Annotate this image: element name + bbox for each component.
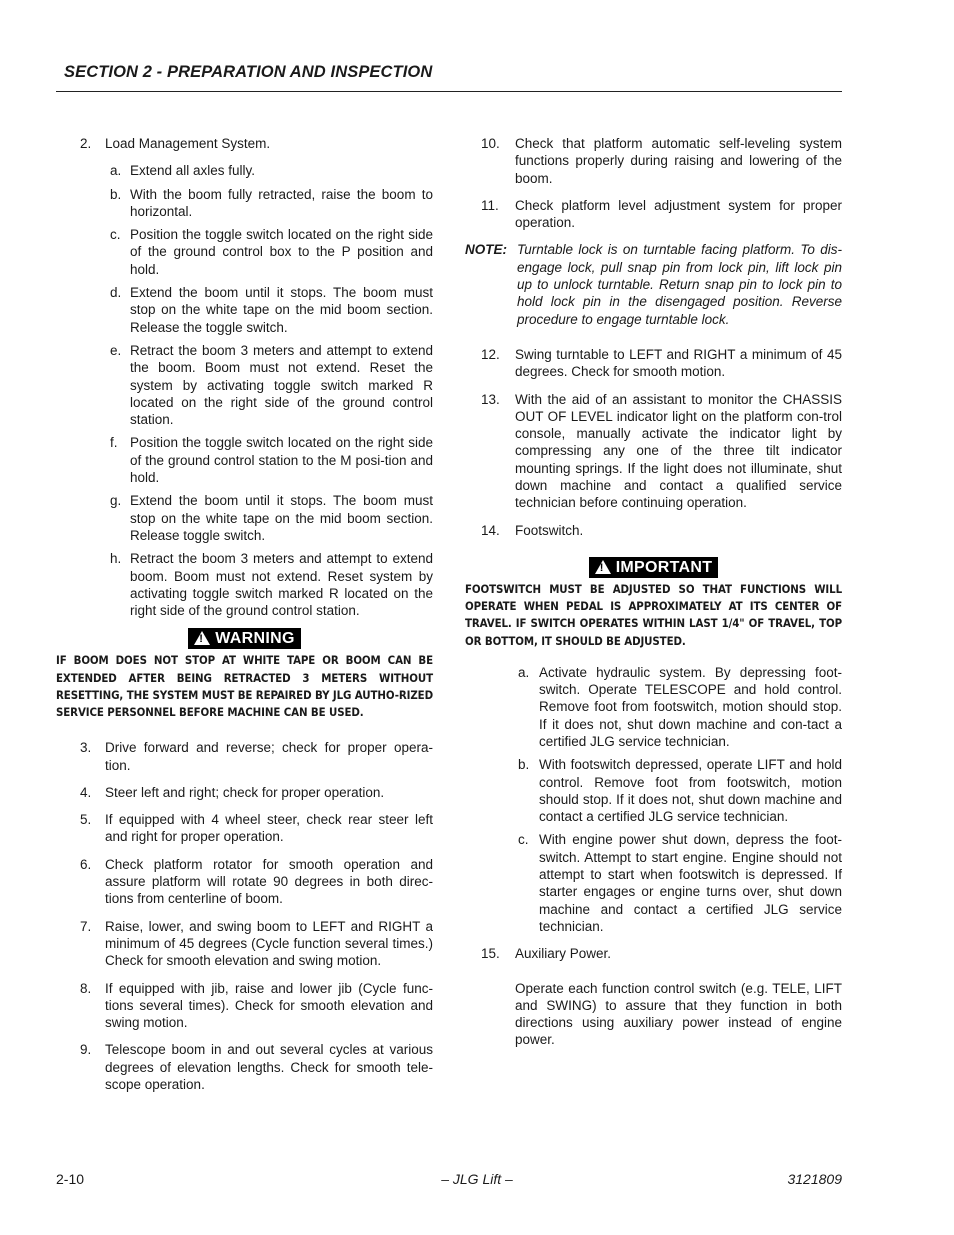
- item-number: 12.: [481, 346, 500, 362]
- item-number: 11.: [481, 197, 499, 213]
- section-title: SECTION 2 - PREPARATION AND INSPECTION: [64, 63, 433, 81]
- list-item-14: [465, 522, 842, 539]
- sub-item-letter: c.: [518, 832, 529, 848]
- sub-item-text: Extend all axles fully.: [130, 163, 256, 179]
- list-item-6: [56, 856, 433, 908]
- item-number: 5.: [80, 812, 92, 828]
- sub-item-letter: d.: [110, 285, 122, 301]
- footer-brand: – JLG Lift –: [441, 1171, 513, 1187]
- sub-item-letter: b.: [518, 757, 530, 773]
- sub-item-letter: a.: [110, 163, 122, 179]
- item-text: Check platform rotator for smooth operation and assure platform will rotate 90 degrees in both direc-tions from centerline of boom.: [105, 856, 433, 907]
- item-number: 6.: [80, 856, 92, 872]
- note-label: NOTE:: [465, 242, 507, 258]
- item-number: 14.: [481, 522, 500, 538]
- item-number: 15.: [481, 946, 500, 962]
- header-divider: [56, 91, 842, 92]
- list-item-9: [56, 1041, 433, 1093]
- sub-item-text: Retract the boom 3 meters and attempt to extend the boom. Boom must not extend. Reset the system by activating toggle switch marked R located on the right side of the ground control station.: [130, 342, 433, 428]
- warning-triangle-icon: [194, 631, 210, 645]
- sub-item-letter: c.: [110, 227, 121, 243]
- sub-item-text: Retract the boom 3 meters and attempt to extend boom. Boom must not extend. Reset system by activating toggle switch marked R located on the right side of the ground control station.: [130, 551, 433, 619]
- sub-item-letter: a.: [518, 664, 530, 680]
- sub-item-g: [56, 492, 433, 544]
- item-text: Check that platform automatic self-leveling system functions properly during raising and lowering of the boom.: [515, 136, 842, 186]
- list-item-4: [56, 784, 433, 801]
- left-column: [56, 135, 433, 1093]
- list-item-5: [56, 811, 433, 846]
- item-number: 8.: [80, 980, 92, 996]
- list-item-15: [465, 945, 842, 962]
- item-number: 3.: [80, 740, 92, 756]
- auxiliary-power-paragraph: Operate each function control switch (e.g. TELE, LIFT and SWING) to assure that they function in both directions using auxiliary power instead of engine power.: [515, 980, 842, 1048]
- warning-label-text: WARNING: [215, 630, 295, 648]
- sub-item-b: [56, 186, 433, 221]
- sub-item-letter: h.: [110, 551, 122, 567]
- important-banner: [465, 557, 842, 578]
- sub-item-14c: [465, 831, 842, 935]
- sub-item-text: With footswitch depressed, operate LIFT and hold control. Remove foot from footswitch, motion should stop. If it does not, shut down machine and contact a certified JLG service technician.: [539, 757, 842, 825]
- page-number: 2-10: [56, 1171, 85, 1187]
- sub-item-e: [56, 342, 433, 428]
- important-text: FOOTSWITCH MUST BE ADJUSTED SO THAT FUNCTIONS WILL OPERATE WHEN PEDAL IS APPROXIMATELY AT ITS CENTER OF TRAVEL. IF SWITCH OPERATES WITHIN LAST 1/4" OF TRAVEL, TOP OR BOTTOM, IT SHOULD BE ADJUSTED.: [465, 581, 842, 648]
- important-label-text: IMPORTANT: [615, 558, 713, 576]
- item-text: Auxiliary Power.: [515, 946, 612, 962]
- sub-item-letter: f.: [110, 435, 118, 451]
- sub-item-text: Activate hydraulic system. By depressing foot-switch. Operate TELESCOPE and hold control. Remove foot from footswitch, motion should stop. If it does not, shut down machine and con-tact a certified JLG service technician.: [539, 664, 842, 749]
- item-text: Steer left and right; check for proper operation.: [105, 784, 385, 800]
- list-item-13: [465, 391, 842, 512]
- item-text: Load Management System.: [105, 136, 271, 151]
- item-text: With the aid of an assistant to monitor the CHASSIS OUT OF LEVEL indicator light on the platform con-trol console, manually activate the indicator light by compressing any one of the three tilt indicator mounting springs. If the light does not illuminate, shut down machine and contact a qualified service technician before continuing operation.: [515, 391, 842, 511]
- item-text: Check platform level adjustment system for proper operation.: [515, 197, 842, 231]
- sub-item-f: [56, 434, 433, 486]
- warning-triangle-icon: [595, 560, 611, 574]
- warning-banner: [56, 628, 433, 649]
- item-number: 10.: [481, 136, 500, 151]
- sub-item-14a: [465, 664, 842, 750]
- sub-item-d: [56, 284, 433, 336]
- item-number: 7.: [80, 918, 92, 934]
- item-text: Footswitch.: [515, 522, 584, 538]
- list-item-12: [465, 346, 842, 381]
- sub-item-text: Extend the boom until it stops. The boom must stop on the white tape on the mid boom section. Release toggle switch.: [130, 493, 433, 543]
- sub-item-letter: g.: [110, 493, 122, 509]
- item-text: Swing turntable to LEFT and RIGHT a minimum of 45 degrees. Check for smooth motion.: [515, 346, 842, 380]
- list-item-7: [56, 918, 433, 970]
- item-number: 2.: [80, 136, 92, 151]
- sub-item-a: [56, 162, 433, 179]
- right-column: [465, 135, 842, 1049]
- note-text: Turntable lock is on turntable facing platform. To dis-engage lock, pull snap pin from lock pin, lift lock pin up to unlock turntable. Return snap pin to lock pin to hold lock pin in the disengaged position. Reverse procedure to engage turntable lock.: [517, 242, 842, 327]
- sub-item-text: Position the toggle switch located on the right side of the ground control box to the P position and hold.: [130, 227, 433, 277]
- item-text: If equipped with jib, raise and lower jib (Cycle func-tions several times). Check for smooth elevation and swing motion.: [105, 980, 433, 1031]
- sub-item-text: With engine power shut down, depress the foot-switch. Attempt to start engine. Engine should not attempt to start when footswitch is depressed. If starter engages or engine turns over, shut down machine and contact a certified JLG service technician.: [539, 832, 842, 934]
- sub-item-letter: e.: [110, 342, 122, 358]
- sub-item-14b: [465, 756, 842, 825]
- item-text: Telescope boom in and out several cycles at various degrees of elevation lengths. Check for smooth tele-scope operation.: [105, 1042, 433, 1092]
- note-block: [465, 241, 842, 327]
- item-text: If equipped with 4 wheel steer, check rear steer left and right for proper operation.: [105, 812, 433, 845]
- important-label: [589, 557, 719, 578]
- sub-item-text: Extend the boom until it stops. The boom must stop on the white tape on the mid boom section. Release the toggle switch.: [130, 285, 433, 335]
- warning-text: IF BOOM DOES NOT STOP AT WHITE TAPE OR BOOM CAN BE EXTENDED AFTER BEING RETRACTED 3 METERS WITHOUT RESETTING, THE SYSTEM MUST BE REPAIRED BY JLG AUTHO-RIZED SERVICE PERSONNEL BEFORE MACHINE CAN BE USED.: [56, 653, 433, 720]
- sub-item-text: Position the toggle switch located on the right side of the ground control station to the M posi-tion and hold.: [130, 435, 433, 486]
- item-number: 4.: [80, 784, 92, 800]
- sub-item-h: [56, 550, 433, 619]
- warning-label: [188, 628, 300, 649]
- sub-item-c: [56, 226, 433, 278]
- item-number: 9.: [80, 1042, 92, 1058]
- item-text: Drive forward and reverse; check for proper opera-tion.: [105, 740, 433, 773]
- document-number: 3121809: [787, 1171, 842, 1187]
- list-item-3: [56, 739, 433, 774]
- list-item-8: [56, 980, 433, 1032]
- sub-item-letter: b.: [110, 186, 122, 202]
- item-number: 13.: [481, 391, 500, 407]
- list-item-2: [56, 135, 433, 152]
- list-item-11: [465, 197, 842, 232]
- list-item-10: [465, 135, 842, 187]
- item-text: Raise, lower, and swing boom to LEFT and RIGHT a minimum of 45 degrees (Cycle function several times.) Check for smooth elevation and swing motion.: [105, 918, 433, 969]
- sub-item-text: With the boom fully retracted, raise the boom to horizontal.: [130, 186, 433, 219]
